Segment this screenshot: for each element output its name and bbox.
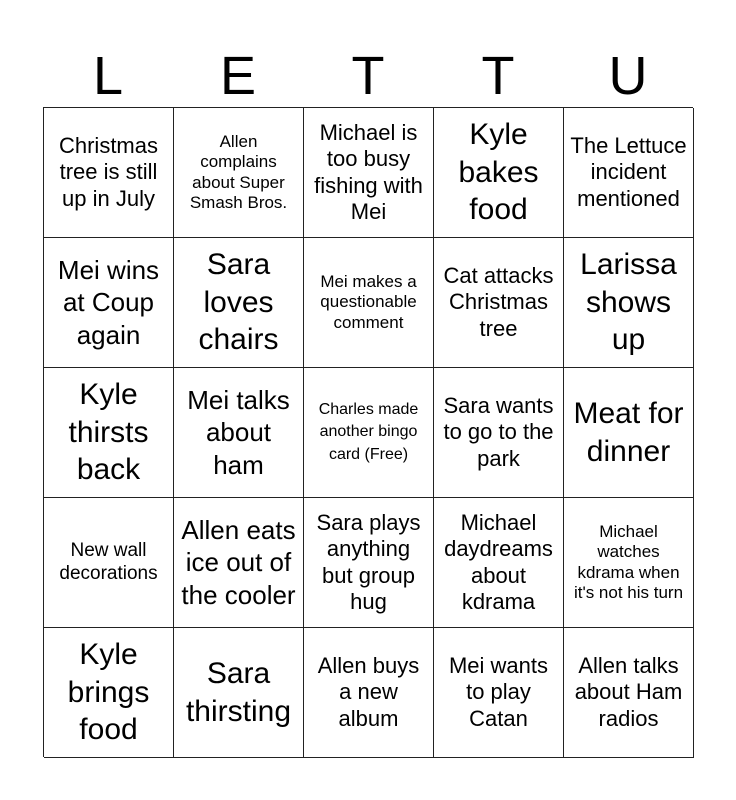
bingo-cell-r5c2[interactable]: Sara thirsting: [174, 628, 304, 758]
bingo-cell-r1c1[interactable]: Christmas tree is still up in July: [44, 108, 174, 238]
bingo-cell-r4c4[interactable]: Michael daydreams about kdrama: [434, 498, 564, 628]
bingo-cell-r4c5[interactable]: Michael watches kdrama when it's not his turn: [564, 498, 694, 628]
header-letter-1: L: [92, 46, 124, 106]
bingo-cell-r5c3[interactable]: Allen buys a new album: [304, 628, 434, 758]
bingo-cell-r1c2[interactable]: Allen complains about Super Smash Bros.: [174, 108, 304, 238]
bingo-cell-r2c2[interactable]: Sara loves chairs: [174, 238, 304, 368]
bingo-cell-r2c4[interactable]: Cat attacks Christmas tree: [434, 238, 564, 368]
bingo-cell-r5c4[interactable]: Mei wants to play Catan: [434, 628, 564, 758]
bingo-cell-r2c5[interactable]: Larissa shows up: [564, 238, 694, 368]
header-letter-4: T: [481, 46, 515, 106]
bingo-cell-r3c2[interactable]: Mei talks about ham: [174, 368, 304, 498]
bingo-cell-r3c3-free[interactable]: Charles made another bingo card (Free): [304, 368, 434, 498]
header-letter-3: T: [351, 46, 385, 106]
bingo-board: [43, 107, 693, 757]
bingo-cell-r2c3[interactable]: Mei makes a questionable comment: [304, 238, 434, 368]
bingo-cell-r2c1[interactable]: Mei wins at Coup again: [44, 238, 174, 368]
bingo-cell-r5c1[interactable]: Kyle brings food: [44, 628, 174, 758]
bingo-cell-r4c2[interactable]: Allen eats ice out of the cooler: [174, 498, 304, 628]
bingo-cell-r1c3[interactable]: Michael is too busy fishing with Mei: [304, 108, 434, 238]
bingo-cell-r3c4[interactable]: Sara wants to go to the park: [434, 368, 564, 498]
bingo-header: [43, 46, 693, 106]
header-letter-5: U: [608, 46, 648, 106]
bingo-cell-r3c5[interactable]: Meat for dinner: [564, 368, 694, 498]
bingo-cell-r4c1[interactable]: New wall decorations: [44, 498, 174, 628]
bingo-cell-r3c1[interactable]: Kyle thirsts back: [44, 368, 174, 498]
bingo-cell-r4c3[interactable]: Sara plays anything but group hug: [304, 498, 434, 628]
header-letter-2: E: [219, 46, 257, 106]
bingo-cell-r1c5[interactable]: The Lettuce incident mentioned: [564, 108, 694, 238]
bingo-cell-r1c4[interactable]: Kyle bakes food: [434, 108, 564, 238]
bingo-cell-r5c5[interactable]: Allen talks about Ham radios: [564, 628, 694, 758]
